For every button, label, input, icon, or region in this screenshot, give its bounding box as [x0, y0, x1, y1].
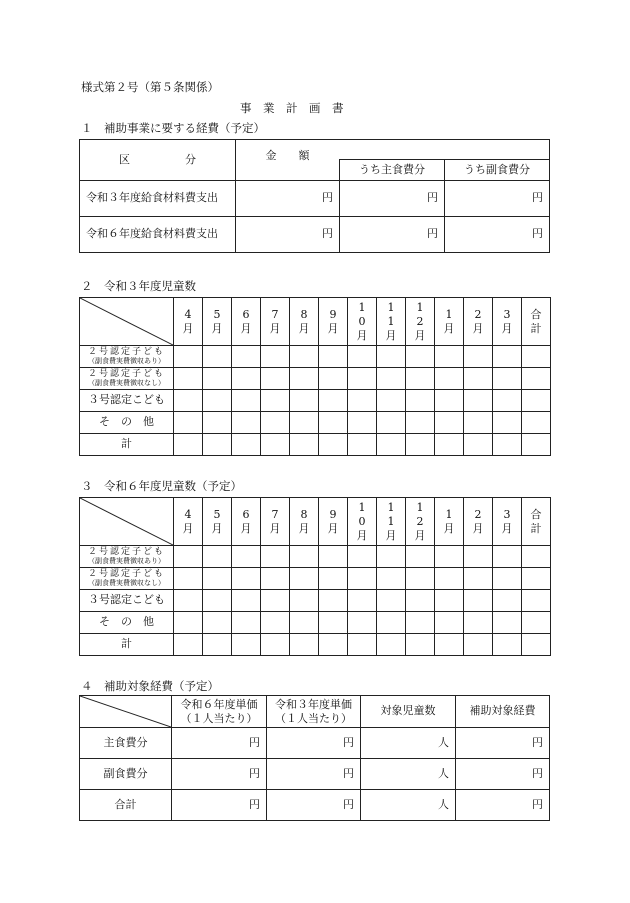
count-cell[interactable]	[348, 634, 377, 656]
month-header: 7 月	[261, 298, 290, 346]
count-cell[interactable]	[435, 390, 464, 412]
r6-unit-cell[interactable]: 円	[172, 759, 267, 790]
count-cell[interactable]	[261, 412, 290, 434]
table-row	[80, 728, 550, 759]
form-label: 様式第２号（第５条関係）	[81, 80, 219, 94]
month-header: 9 月	[319, 298, 348, 346]
count-cell[interactable]	[348, 434, 377, 456]
count-cell[interactable]	[493, 368, 522, 390]
count-cell[interactable]	[174, 568, 203, 590]
section1-heading: １ 補助事業に要する経費（予定）	[81, 121, 265, 135]
count-cell[interactable]	[348, 590, 377, 612]
count-cell[interactable]	[522, 634, 551, 656]
count-cell[interactable]	[493, 612, 522, 634]
count-cell[interactable]	[435, 346, 464, 368]
month-header: 6 月	[232, 298, 261, 346]
count-cell[interactable]	[406, 612, 435, 634]
count-cell[interactable]	[319, 368, 348, 390]
count-cell[interactable]	[522, 412, 551, 434]
count-cell[interactable]	[435, 634, 464, 656]
col-main-food: うち主食費分	[340, 160, 445, 181]
count-cell[interactable]	[203, 612, 232, 634]
count-cell[interactable]	[290, 434, 319, 456]
count-cell[interactable]	[203, 568, 232, 590]
count-cell[interactable]	[377, 412, 406, 434]
count-cell[interactable]	[203, 590, 232, 612]
count-cell[interactable]	[261, 434, 290, 456]
count-cell[interactable]	[319, 568, 348, 590]
count-cell[interactable]	[174, 546, 203, 568]
table-row	[80, 790, 550, 821]
count-cell[interactable]	[522, 390, 551, 412]
table-row	[80, 634, 551, 656]
count-cell[interactable]	[174, 390, 203, 412]
count-cell[interactable]	[377, 590, 406, 612]
count-cell[interactable]	[232, 390, 261, 412]
count-cell[interactable]	[348, 346, 377, 368]
month-header: 1 月	[435, 298, 464, 346]
count-cell[interactable]	[348, 390, 377, 412]
count-cell[interactable]	[493, 434, 522, 456]
table-row	[80, 346, 551, 368]
count-cell[interactable]	[348, 546, 377, 568]
count-cell[interactable]	[319, 634, 348, 656]
children-cell[interactable]: 人	[361, 790, 456, 821]
col-r3-unit-price: 令和３年度単価 （１人当たり）	[267, 696, 361, 728]
count-cell[interactable]	[493, 568, 522, 590]
table-row	[80, 217, 550, 253]
count-cell[interactable]	[348, 612, 377, 634]
diagonal-header-cell	[80, 498, 174, 546]
table-row	[80, 412, 551, 434]
count-cell[interactable]	[522, 546, 551, 568]
month-header: 8 月	[290, 498, 319, 546]
count-cell[interactable]	[493, 590, 522, 612]
count-cell[interactable]	[406, 390, 435, 412]
month-header: 4 月	[174, 298, 203, 346]
row-label: 主食費分	[80, 728, 172, 759]
row-label: 計	[80, 434, 174, 456]
side-food-cell[interactable]: 円	[445, 217, 550, 253]
row-label: 副食費分	[80, 759, 172, 790]
count-cell[interactable]	[232, 612, 261, 634]
count-cell[interactable]	[464, 634, 493, 656]
month-header: 8 月	[290, 298, 319, 346]
count-cell[interactable]	[406, 546, 435, 568]
count-cell[interactable]	[261, 346, 290, 368]
count-cell[interactable]	[522, 590, 551, 612]
count-cell[interactable]	[464, 612, 493, 634]
count-cell[interactable]	[406, 346, 435, 368]
month-header: 3 月	[493, 298, 522, 346]
count-cell[interactable]	[348, 568, 377, 590]
count-cell[interactable]	[319, 390, 348, 412]
count-cell[interactable]	[435, 412, 464, 434]
month-header: 5 月	[203, 298, 232, 346]
count-cell[interactable]	[174, 634, 203, 656]
row-label: ３号認定こども	[80, 390, 174, 412]
count-cell[interactable]	[232, 634, 261, 656]
count-cell[interactable]	[203, 546, 232, 568]
table-row	[80, 759, 550, 790]
month-header: 2 月	[464, 498, 493, 546]
count-cell[interactable]	[290, 612, 319, 634]
month-header: 3 月	[493, 498, 522, 546]
count-cell[interactable]	[522, 368, 551, 390]
table-row	[80, 390, 551, 412]
row-label: そ の 他	[80, 412, 174, 434]
count-cell[interactable]	[232, 568, 261, 590]
month-header: 4 月	[174, 498, 203, 546]
count-cell[interactable]	[522, 346, 551, 368]
count-cell[interactable]	[203, 368, 232, 390]
count-cell[interactable]	[435, 568, 464, 590]
diagonal-header-cell	[80, 298, 174, 346]
count-cell[interactable]	[406, 590, 435, 612]
row-label: 令和６年度給食材料費支出	[80, 217, 236, 253]
month-header: 1 1 月	[377, 298, 406, 346]
r3-unit-cell[interactable]: 円	[267, 759, 361, 790]
count-cell[interactable]	[522, 434, 551, 456]
count-cell[interactable]	[319, 546, 348, 568]
table-row	[80, 434, 551, 456]
table-row	[80, 546, 551, 568]
r6-unit-cell[interactable]: 円	[172, 728, 267, 759]
count-cell[interactable]	[377, 390, 406, 412]
count-cell[interactable]	[348, 412, 377, 434]
count-cell[interactable]	[406, 368, 435, 390]
count-cell[interactable]	[464, 390, 493, 412]
subsidy-cell[interactable]: 円	[456, 728, 550, 759]
row-label: 令和３年度給食材料費支出	[80, 181, 236, 217]
count-cell[interactable]	[290, 590, 319, 612]
month-header: 合 計	[522, 498, 551, 546]
count-cell[interactable]	[464, 368, 493, 390]
row-label: ２号認定子ども （副食費実費徴収あり）	[80, 346, 174, 368]
count-cell[interactable]	[261, 590, 290, 612]
count-cell[interactable]	[261, 368, 290, 390]
table-row	[80, 568, 551, 590]
month-header: 1 2 月	[406, 298, 435, 346]
children-count-table-r6	[79, 497, 551, 656]
count-cell[interactable]	[174, 368, 203, 390]
row-label: ３号認定こども	[80, 590, 174, 612]
count-cell[interactable]	[522, 568, 551, 590]
subsidy-cell[interactable]: 円	[456, 759, 550, 790]
count-cell[interactable]	[232, 346, 261, 368]
month-header: 1 2 月	[406, 498, 435, 546]
col-kubun: 区 分	[80, 140, 236, 181]
count-cell[interactable]	[377, 634, 406, 656]
count-cell[interactable]	[493, 412, 522, 434]
r6-unit-cell[interactable]: 円	[172, 790, 267, 821]
subsidy-table	[79, 695, 550, 821]
count-cell[interactable]	[290, 390, 319, 412]
count-cell[interactable]	[377, 434, 406, 456]
month-header: 6 月	[232, 498, 261, 546]
count-cell[interactable]	[464, 434, 493, 456]
count-cell[interactable]	[464, 590, 493, 612]
month-header: 9 月	[319, 498, 348, 546]
month-header: 2 月	[464, 298, 493, 346]
month-header: 5 月	[203, 498, 232, 546]
subsidy-cell[interactable]: 円	[456, 790, 550, 821]
expense-table	[79, 139, 550, 253]
month-header: 1 1 月	[377, 498, 406, 546]
count-cell[interactable]	[464, 546, 493, 568]
count-cell[interactable]	[348, 368, 377, 390]
count-cell[interactable]	[290, 412, 319, 434]
count-cell[interactable]	[319, 346, 348, 368]
count-cell[interactable]	[232, 590, 261, 612]
row-label: そ の 他	[80, 612, 174, 634]
count-cell[interactable]	[290, 634, 319, 656]
count-cell[interactable]	[377, 546, 406, 568]
count-cell[interactable]	[406, 434, 435, 456]
count-cell[interactable]	[232, 368, 261, 390]
count-cell[interactable]	[522, 612, 551, 634]
count-cell[interactable]	[493, 390, 522, 412]
count-cell[interactable]	[203, 634, 232, 656]
count-cell[interactable]	[493, 546, 522, 568]
count-cell[interactable]	[377, 568, 406, 590]
count-cell[interactable]	[319, 412, 348, 434]
count-cell[interactable]	[435, 368, 464, 390]
count-cell[interactable]	[232, 546, 261, 568]
col-subsidy-expense: 補助対象経費	[456, 696, 550, 728]
count-cell[interactable]	[174, 590, 203, 612]
count-cell[interactable]	[493, 346, 522, 368]
count-cell[interactable]	[232, 434, 261, 456]
count-cell[interactable]	[174, 412, 203, 434]
count-cell[interactable]	[319, 612, 348, 634]
row-label: 合計	[80, 790, 172, 821]
month-header: 1 0 月	[348, 498, 377, 546]
count-cell[interactable]	[435, 590, 464, 612]
count-cell[interactable]	[203, 412, 232, 434]
count-cell[interactable]	[203, 346, 232, 368]
count-cell[interactable]	[406, 412, 435, 434]
count-cell[interactable]	[261, 612, 290, 634]
col-kingaku: 金 額	[236, 140, 340, 181]
count-cell[interactable]	[261, 390, 290, 412]
section2-heading: ２ 令和３年度児童数	[81, 279, 196, 293]
count-cell[interactable]	[406, 568, 435, 590]
count-cell[interactable]	[319, 434, 348, 456]
count-cell[interactable]	[406, 634, 435, 656]
count-cell[interactable]	[261, 546, 290, 568]
children-cell[interactable]: 人	[361, 759, 456, 790]
table-row	[80, 612, 551, 634]
section3-heading: ３ 令和６年度児童数（予定）	[81, 479, 242, 493]
document-title: 事 業 計 画 書	[240, 101, 344, 115]
count-cell[interactable]	[464, 412, 493, 434]
children-count-table-r3	[79, 297, 551, 456]
count-cell[interactable]	[290, 568, 319, 590]
count-cell[interactable]	[493, 634, 522, 656]
count-cell[interactable]	[290, 346, 319, 368]
col-target-children: 対象児童数	[361, 696, 456, 728]
count-cell[interactable]	[203, 390, 232, 412]
count-cell[interactable]	[232, 412, 261, 434]
count-cell[interactable]	[261, 568, 290, 590]
main-food-cell[interactable]: 円	[340, 181, 445, 217]
count-cell[interactable]	[377, 612, 406, 634]
count-cell[interactable]	[435, 434, 464, 456]
count-cell[interactable]	[290, 368, 319, 390]
count-cell[interactable]	[261, 634, 290, 656]
count-cell[interactable]	[377, 346, 406, 368]
count-cell[interactable]	[174, 346, 203, 368]
col-r6-unit-price: 令和６年度単価 （１人当たり）	[172, 696, 267, 728]
col-side-food: うち副食費分	[445, 160, 550, 181]
month-header: 合 計	[522, 298, 551, 346]
month-header: 1 0 月	[348, 298, 377, 346]
r3-unit-cell[interactable]: 円	[267, 790, 361, 821]
amount-cell[interactable]: 円	[236, 217, 340, 253]
count-cell[interactable]	[435, 612, 464, 634]
month-header: 1 月	[435, 498, 464, 546]
side-food-cell[interactable]: 円	[445, 181, 550, 217]
count-cell[interactable]	[435, 546, 464, 568]
diagonal-header-cell	[80, 696, 172, 728]
count-cell[interactable]	[464, 346, 493, 368]
row-label: 計	[80, 634, 174, 656]
count-cell[interactable]	[174, 612, 203, 634]
main-food-cell[interactable]: 円	[340, 217, 445, 253]
row-label: ２号認定子ども （副食費実費徴収あり）	[80, 546, 174, 568]
table-row	[80, 590, 551, 612]
count-cell[interactable]	[377, 368, 406, 390]
count-cell[interactable]	[319, 590, 348, 612]
amount-cell[interactable]: 円	[236, 181, 340, 217]
section4-heading: ４ 補助対象経費（予定）	[81, 679, 219, 693]
r3-unit-cell[interactable]: 円	[267, 728, 361, 759]
count-cell[interactable]	[290, 546, 319, 568]
table-row	[80, 368, 551, 390]
table-row	[80, 181, 550, 217]
count-cell[interactable]	[203, 434, 232, 456]
count-cell[interactable]	[464, 568, 493, 590]
row-label: ２号認定子ども （副食費実費徴収なし）	[80, 568, 174, 590]
children-cell[interactable]: 人	[361, 728, 456, 759]
row-label: ２号認定子ども （副食費実費徴収なし）	[80, 368, 174, 390]
count-cell[interactable]	[174, 434, 203, 456]
month-header: 7 月	[261, 498, 290, 546]
